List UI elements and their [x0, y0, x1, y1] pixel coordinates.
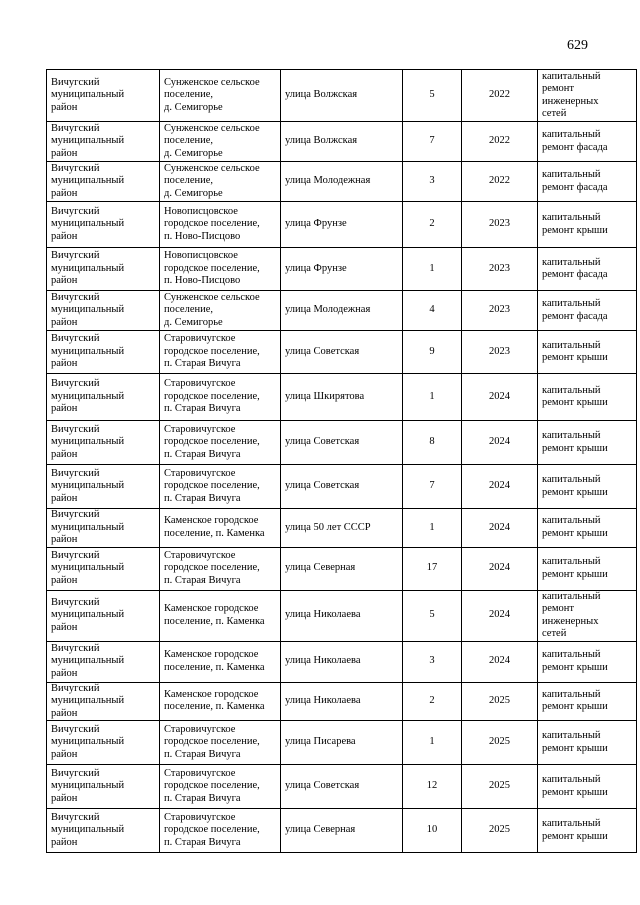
table-row: [47, 70, 637, 122]
street-cell: улица Николаева: [281, 590, 403, 641]
work-type-cell: капитальный ремонт фасада: [538, 291, 637, 331]
house-number-cell: 9: [403, 331, 462, 374]
district-cell: Вичугский муниципальный район: [47, 202, 160, 248]
street-cell: улица Молодежная: [281, 291, 403, 331]
district-cell: Вичугский муниципальный район: [47, 509, 160, 548]
work-type-cell: капитальный ремонт крыши: [538, 641, 637, 682]
street-cell: улица Николаева: [281, 641, 403, 682]
settlement-cell: Сунженское сельское поселение, д. Семигорье: [160, 122, 281, 162]
house-number-cell: 2: [403, 682, 462, 721]
year-cell: 2023: [462, 331, 538, 374]
work-type-cell: капитальный ремонт крыши: [538, 465, 637, 509]
district-cell: Вичугский муниципальный район: [47, 809, 160, 853]
district-cell: Вичугский муниципальный район: [47, 547, 160, 590]
settlement-cell: Старовичугское городское поселение, п. Старая Вичуга: [160, 331, 281, 374]
district-cell: Вичугский муниципальный район: [47, 721, 160, 765]
work-type-cell: капитальный ремонт крыши: [538, 809, 637, 853]
house-number-cell: 17: [403, 547, 462, 590]
work-type-cell: капитальный ремонт крыши: [538, 682, 637, 721]
house-number-cell: 8: [403, 421, 462, 465]
year-cell: 2024: [462, 374, 538, 421]
table-row: [47, 809, 637, 853]
table-row: [47, 374, 637, 421]
work-type-cell: капитальный ремонт крыши: [538, 374, 637, 421]
house-number-cell: 1: [403, 248, 462, 291]
district-cell: Вичугский муниципальный район: [47, 248, 160, 291]
street-cell: улица Советская: [281, 331, 403, 374]
year-cell: 2023: [462, 202, 538, 248]
district-cell: Вичугский муниципальный район: [47, 641, 160, 682]
house-number-cell: 1: [403, 721, 462, 765]
house-number-cell: 3: [403, 162, 462, 202]
house-number-cell: 7: [403, 122, 462, 162]
street-cell: улица Волжская: [281, 122, 403, 162]
street-cell: улица Николаева: [281, 682, 403, 721]
district-cell: Вичугский муниципальный район: [47, 331, 160, 374]
year-cell: 2024: [462, 590, 538, 641]
work-type-cell: капитальный ремонт фасада: [538, 122, 637, 162]
work-type-cell: капитальный ремонт крыши: [538, 331, 637, 374]
year-cell: 2022: [462, 162, 538, 202]
district-cell: Вичугский муниципальный район: [47, 162, 160, 202]
work-type-cell: капитальный ремонт крыши: [538, 202, 637, 248]
settlement-cell: Каменское городское поселение, п. Каменка: [160, 682, 281, 721]
district-cell: Вичугский муниципальный район: [47, 374, 160, 421]
year-cell: 2024: [462, 421, 538, 465]
house-number-cell: 2: [403, 202, 462, 248]
year-cell: 2025: [462, 682, 538, 721]
work-type-cell: капитальный ремонт крыши: [538, 547, 637, 590]
district-cell: Вичугский муниципальный район: [47, 421, 160, 465]
street-cell: улица 50 лет СССР: [281, 509, 403, 548]
street-cell: улица Молодежная: [281, 162, 403, 202]
year-cell: 2024: [462, 641, 538, 682]
table-row: [47, 721, 637, 765]
year-cell: 2024: [462, 465, 538, 509]
settlement-cell: Каменское городское поселение, п. Каменка: [160, 509, 281, 548]
page-number: 629: [567, 38, 588, 53]
table-row: [47, 162, 637, 202]
house-number-cell: 1: [403, 509, 462, 548]
settlement-cell: Новописцовское городское поселение, п. Ново-Писцово: [160, 202, 281, 248]
work-type-cell: капитальный ремонт инженерных сетей: [538, 590, 637, 641]
settlement-cell: Сунженское сельское поселение, д. Семигорье: [160, 291, 281, 331]
house-number-cell: 5: [403, 590, 462, 641]
street-cell: улица Советская: [281, 421, 403, 465]
work-type-cell: капитальный ремонт крыши: [538, 721, 637, 765]
settlement-cell: Старовичугское городское поселение, п. Старая Вичуга: [160, 721, 281, 765]
work-type-cell: капитальный ремонт крыши: [538, 421, 637, 465]
work-type-cell: капитальный ремонт крыши: [538, 509, 637, 548]
table-row: [47, 590, 637, 641]
street-cell: улица Северная: [281, 809, 403, 853]
street-cell: улица Советская: [281, 765, 403, 809]
table-row: [47, 509, 637, 548]
table-row: [47, 682, 637, 721]
year-cell: 2022: [462, 70, 538, 122]
district-cell: Вичугский муниципальный район: [47, 682, 160, 721]
street-cell: улица Волжская: [281, 70, 403, 122]
district-cell: Вичугский муниципальный район: [47, 291, 160, 331]
house-number-cell: 4: [403, 291, 462, 331]
work-type-cell: капитальный ремонт фасада: [538, 162, 637, 202]
district-cell: Вичугский муниципальный район: [47, 122, 160, 162]
year-cell: 2025: [462, 809, 538, 853]
repair-schedule-table: [46, 69, 637, 853]
work-type-cell: капитальный ремонт фасада: [538, 248, 637, 291]
house-number-cell: 10: [403, 809, 462, 853]
year-cell: 2025: [462, 721, 538, 765]
settlement-cell: Сунженское сельское поселение, д. Семигорье: [160, 70, 281, 122]
district-cell: Вичугский муниципальный район: [47, 70, 160, 122]
house-number-cell: 7: [403, 465, 462, 509]
table-row: [47, 641, 637, 682]
table-row: [47, 421, 637, 465]
year-cell: 2022: [462, 122, 538, 162]
year-cell: 2023: [462, 248, 538, 291]
table-row: [47, 331, 637, 374]
settlement-cell: Старовичугское городское поселение, п. Старая Вичуга: [160, 421, 281, 465]
settlement-cell: Старовичугское городское поселение, п. Старая Вичуга: [160, 765, 281, 809]
settlement-cell: Каменское городское поселение, п. Каменка: [160, 590, 281, 641]
year-cell: 2024: [462, 547, 538, 590]
table-row: [47, 291, 637, 331]
street-cell: улица Северная: [281, 547, 403, 590]
settlement-cell: Старовичугское городское поселение, п. Старая Вичуга: [160, 465, 281, 509]
house-number-cell: 1: [403, 374, 462, 421]
street-cell: улица Советская: [281, 465, 403, 509]
table-row: [47, 202, 637, 248]
settlement-cell: Старовичугское городское поселение, п. Старая Вичуга: [160, 374, 281, 421]
work-type-cell: капитальный ремонт инженерных сетей: [538, 70, 637, 122]
year-cell: 2024: [462, 509, 538, 548]
table-row: [47, 765, 637, 809]
settlement-cell: Старовичугское городское поселение, п. Старая Вичуга: [160, 809, 281, 853]
street-cell: улица Шкирятова: [281, 374, 403, 421]
street-cell: улица Писарева: [281, 721, 403, 765]
work-type-cell: капитальный ремонт крыши: [538, 765, 637, 809]
settlement-cell: Старовичугское городское поселение, п. Старая Вичуга: [160, 547, 281, 590]
district-cell: Вичугский муниципальный район: [47, 465, 160, 509]
table-row: [47, 248, 637, 291]
settlement-cell: Сунженское сельское поселение, д. Семигорье: [160, 162, 281, 202]
district-cell: Вичугский муниципальный район: [47, 590, 160, 641]
table-row: [47, 465, 637, 509]
house-number-cell: 12: [403, 765, 462, 809]
settlement-cell: Каменское городское поселение, п. Каменка: [160, 641, 281, 682]
year-cell: 2025: [462, 765, 538, 809]
year-cell: 2023: [462, 291, 538, 331]
table-row: [47, 547, 637, 590]
house-number-cell: 3: [403, 641, 462, 682]
street-cell: улица Фрунзе: [281, 248, 403, 291]
settlement-cell: Новописцовское городское поселение, п. Ново-Писцово: [160, 248, 281, 291]
district-cell: Вичугский муниципальный район: [47, 765, 160, 809]
street-cell: улица Фрунзе: [281, 202, 403, 248]
house-number-cell: 5: [403, 70, 462, 122]
table-row: [47, 122, 637, 162]
